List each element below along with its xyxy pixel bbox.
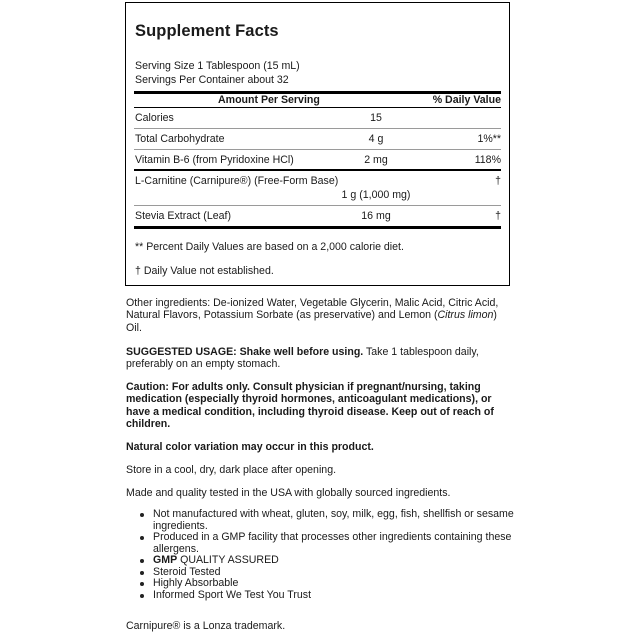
list-item: [153, 590, 539, 602]
nutrient-amount: 1 g (1,000 mg): [341, 189, 411, 201]
nutrient-row: [134, 112, 501, 126]
nutrient-dv: †: [495, 210, 501, 222]
nutrient-dv: 118%: [474, 154, 501, 166]
supplement-facts-panel: [125, 2, 510, 286]
nutrient-dv: †: [495, 175, 501, 187]
caution: Caution: For adults only. Consult physician if pregnant/nursing, taking medication (especially thyroid hormones, anticoagulant medications), or have a medical condition, including thyroid disease. Keep out of reach of children.: [126, 381, 494, 430]
bullet-icon: [140, 536, 144, 540]
list-item-text: Informed Sport We Test You Trust: [153, 588, 312, 601]
gmp-label: GMP: [153, 554, 178, 566]
divider: [134, 128, 501, 129]
nutrient-row: [134, 175, 501, 205]
footnote-percent-dv: ** Percent Daily Values are based on a 2,000 calorie diet.: [135, 241, 404, 253]
suggested-usage: [126, 346, 512, 371]
divider-thick: [134, 226, 501, 229]
usage-heading: SUGGESTED USAGE: Shake well before using.: [126, 346, 364, 358]
divider: [134, 149, 501, 150]
divider: [134, 107, 501, 108]
bullet-icon: [140, 559, 144, 563]
nutrient-row: [134, 133, 501, 147]
list-item: [153, 509, 539, 532]
made-in-usa: Made and quality tested in the USA with globally sourced ingredients.: [126, 487, 451, 499]
nutrient-name: Total Carbohydrate: [135, 133, 225, 145]
list-item-text: Steroid Tested: [153, 565, 221, 578]
servings-per-container: Servings Per Container about 32: [135, 74, 289, 86]
header-daily-value: % Daily Value: [432, 94, 501, 106]
latin-name: Citrus limon: [437, 309, 494, 322]
bullet-icon: [140, 594, 144, 598]
facts-title: Supplement Facts: [135, 22, 279, 40]
usage-text: Take 1 tablespoon daily, preferably on an empty stomach.: [126, 346, 479, 371]
bullet-icon: [140, 513, 144, 517]
footnote-dv-not-established: † Daily Value not established.: [135, 265, 274, 277]
nutrient-amount: 16 mg: [361, 210, 391, 222]
trademark-note: Carnipure® is a Lonza trademark.: [126, 620, 286, 632]
list-item-text: Highly Absorbable: [153, 577, 239, 589]
bullet-icon: [140, 582, 144, 586]
divider-thick: [134, 169, 501, 171]
list-item-text: QUALITY ASSURED: [177, 554, 279, 566]
nutrient-amount: 4 g: [368, 133, 384, 145]
nutrient-amount: 15: [370, 112, 382, 124]
nutrient-row: [134, 210, 501, 224]
header-amount: Amount Per Serving: [218, 94, 320, 106]
nutrient-name: L-Carnitine (Carnipure®) (Free-Form Base): [135, 175, 339, 187]
list-item-text: Produced in a GMP facility that processes other ingredients containing these allergens.: [153, 531, 512, 555]
serving-size: Serving Size 1 Tablespoon (15 mL): [135, 60, 300, 72]
nutrient-dv: 1%**: [477, 133, 501, 145]
feature-list: [126, 509, 539, 601]
color-variation: Natural color variation may occur in this product.: [126, 441, 374, 453]
nutrient-amount: 2 mg: [364, 154, 388, 166]
nutrient-name: Vitamin B-6 (from Pyridoxine HCl): [135, 154, 294, 166]
list-item-text: Not manufactured with wheat, gluten, soy, milk, egg, fish, shellfish or sesame ingredients.: [153, 508, 514, 532]
nutrient-row: [134, 154, 501, 168]
other-ingredients-end: ) Oil.: [126, 309, 497, 334]
other-ingredients-text: Other ingredients: De-ionized Water, Vegetable Glycerin, Malic Acid, Citric Acid, Natural Flavors, Potassium Sorbate (as preservative) and Lemon (: [126, 297, 499, 322]
bullet-icon: [140, 571, 144, 575]
nutrient-name: Stevia Extract (Leaf): [135, 210, 231, 222]
nutrient-name: Calories: [135, 112, 174, 124]
list-item: [153, 532, 539, 555]
other-ingredients: [126, 297, 512, 334]
storage: Store in a cool, dry, dark place after opening.: [126, 464, 337, 476]
divider: [134, 205, 501, 206]
